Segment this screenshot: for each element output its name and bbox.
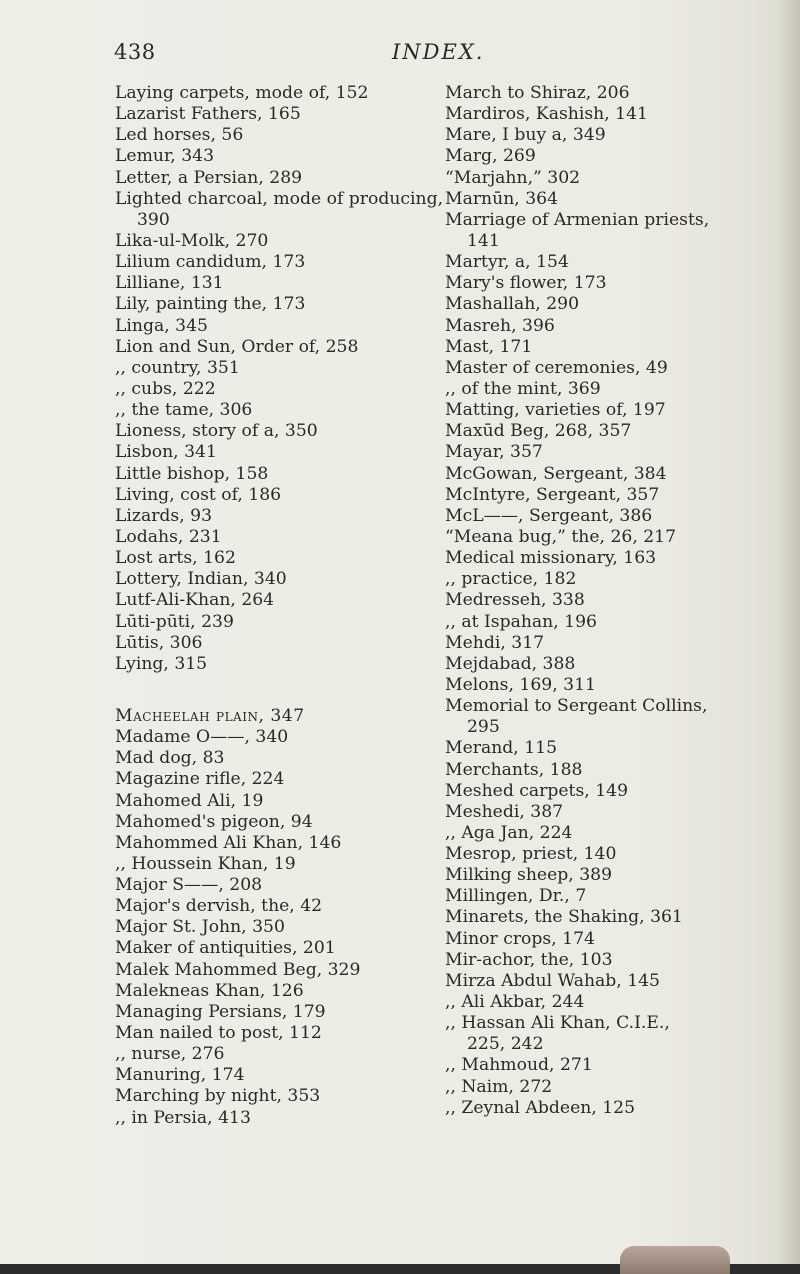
index-column-right (445, 83, 710, 1119)
index-entry: Mir-achor, the, 103 (445, 949, 613, 970)
index-entry: Mary's flower, 173 (445, 273, 607, 294)
index-entry: Managing Persians, 179 (115, 1001, 326, 1022)
index-entry: Lizards, 93 (115, 505, 213, 526)
index-entry: Led horses, 56 (115, 125, 244, 146)
index-entry: Malek Mahommed Beg, 329 (115, 959, 361, 980)
index-entry: Mesrop, priest, 140 (445, 844, 617, 865)
index-entry: Memorial to Sergeant Collins, (445, 696, 708, 717)
index-subentry: ,, cubs, 222 (115, 378, 216, 399)
index-entry: Mahomed Ali, 19 (115, 790, 264, 811)
index-subentry: ,, country, 351 (115, 357, 240, 378)
index-entry-continuation: 295 (467, 717, 500, 738)
index-subentry: ,, Naim, 272 (445, 1076, 553, 1097)
index-entry: Melons, 169, 311 (445, 674, 596, 695)
index-subentry: ,, in Persia, 413 (115, 1107, 251, 1128)
index-entry: Man nailed to post, 112 (115, 1023, 322, 1044)
index-entry: Millingen, Dr., 7 (445, 886, 587, 907)
index-entry: Lūtis, 306 (115, 632, 203, 653)
index-entry: Lisbon, 341 (115, 442, 217, 463)
index-entry: Maker of antiquities, 201 (115, 938, 336, 959)
index-entry: Mad dog, 83 (115, 748, 225, 769)
section-gap (115, 675, 373, 706)
index-entry: McIntyre, Sergeant, 357 (445, 484, 660, 505)
index-entry: Medical missionary, 163 (445, 548, 657, 569)
index-entry: “Meana bug,” the, 26, 217 (445, 526, 677, 547)
index-entry: Meshed carpets, 149 (445, 780, 629, 801)
index-subentry: ,, practice, 182 (445, 569, 577, 590)
scan-bottom-edge (0, 1264, 800, 1274)
index-entry: Major S——, 208 (115, 875, 263, 896)
index-entry: Lazarist Fathers, 165 (115, 104, 301, 125)
index-subentry: ,, at Ispahan, 196 (445, 611, 597, 632)
index-entry: Martyr, a, 154 (445, 252, 569, 273)
index-entry: Mirza Abdul Wahab, 145 (445, 970, 660, 991)
index-column-left (115, 83, 444, 1129)
index-entry: Lūti-pūti, 239 (115, 611, 234, 632)
index-entry: Mast, 171 (445, 336, 533, 357)
index-entry: Mahomed's pigeon, 94 (115, 811, 313, 832)
index-entry: Lion and Sun, Order of, 258 (115, 336, 359, 357)
index-subentry: ,, Aga Jan, 224 (445, 822, 573, 843)
index-entry: “Marjahn,” 302 (445, 167, 581, 188)
index-entry: Magazine rifle, 224 (115, 769, 285, 790)
index-entry: Lilliane, 131 (115, 273, 224, 294)
index-entry: Marnūn, 364 (445, 188, 559, 209)
index-entry: Little bishop, 158 (115, 463, 269, 484)
index-entry: Minor crops, 174 (445, 928, 595, 949)
index-entry: Lost arts, 162 (115, 548, 236, 569)
index-entry: Mare, I buy a, 349 (445, 125, 606, 146)
index-subentry: ,, the tame, 306 (115, 400, 253, 421)
index-entry: Merand, 115 (445, 738, 558, 759)
index-entry: March to Shiraz, 206 (445, 83, 630, 103)
index-entry-continuation: 390 (137, 209, 170, 230)
index-entry: Matting, varieties of, 197 (445, 400, 666, 421)
index-entry: Merchants, 188 (445, 759, 583, 780)
index-entry: Linga, 345 (115, 315, 208, 336)
index-subentry: ,, Zeynal Abdeen, 125 (445, 1097, 636, 1118)
index-entry: Meshedi, 387 (445, 801, 564, 822)
index-entry: Mejdabad, 388 (445, 653, 576, 674)
index-entry-continuation: 141 (467, 230, 500, 251)
index-entry: Medresseh, 338 (445, 590, 585, 611)
index-subentry: ,, Ali Akbar, 244 (445, 992, 585, 1013)
index-entry: Masreh, 396 (445, 315, 555, 336)
index-entry: Minarets, the Shaking, 361 (445, 907, 683, 928)
index-entry: Milking sheep, 389 (445, 865, 613, 886)
index-entry: Lily, painting the, 173 (115, 294, 306, 315)
index-entry: Lottery, Indian, 340 (115, 569, 287, 590)
index-entry: McL——, Sergeant, 386 (445, 505, 653, 526)
index-entry: Marching by night, 353 (115, 1086, 321, 1107)
index-entry: Living, cost of, 186 (115, 484, 282, 505)
index-entry: Lighted charcoal, mode of producing, (115, 188, 444, 209)
index-entry: Malekneas Khan, 126 (115, 980, 304, 1001)
page-number: 438 (114, 40, 156, 64)
index-entry: Major's dervish, the, 42 (115, 896, 323, 917)
index-entry: Marg, 269 (445, 146, 536, 167)
index-subentry: ,, Houssein Khan, 19 (115, 853, 296, 874)
index-entry: Master of ceremonies, 49 (445, 357, 668, 378)
index-entry: Laying carpets, mode of, 152 (115, 83, 369, 103)
index-subentry: ,, of the mint, 369 (445, 378, 601, 399)
page-header (0, 40, 800, 70)
index-subentry: ,, Hassan Ali Khan, C.I.E., (445, 1013, 670, 1034)
index-entry: Lodahs, 231 (115, 526, 222, 547)
index-entry: Lioness, story of a, 350 (115, 421, 318, 442)
index-entry: Manuring, 174 (115, 1065, 245, 1086)
index-entry: McGowan, Sergeant, 384 (445, 463, 667, 484)
page-edge-shadow (778, 0, 800, 1274)
index-entry: Mahommed Ali Khan, 146 (115, 832, 342, 853)
index-entry: Mayar, 357 (445, 442, 543, 463)
running-title: INDEX. (392, 40, 485, 64)
index-entry: Lika-ul-Molk, 270 (115, 230, 269, 251)
index-entry: Lilium candidum, 173 (115, 252, 306, 273)
scanner-thumb (620, 1246, 730, 1274)
index-entry: Lemur, 343 (115, 146, 215, 167)
index-subentry: ,, Mahmoud, 271 (445, 1055, 593, 1076)
index-entry: Lutf-Ali-Khan, 264 (115, 590, 275, 611)
index-entry: Marriage of Armenian priests, (445, 209, 710, 230)
index-entry: Maxūd Beg, 268, 357 (445, 421, 632, 442)
index-entry: Mehdi, 317 (445, 632, 545, 653)
index-subentry: ,, nurse, 276 (115, 1044, 225, 1065)
index-entry: Major St. John, 350 (115, 917, 285, 938)
index-entry-continuation: 225, 242 (467, 1034, 544, 1055)
index-entry: Lying, 315 (115, 653, 208, 674)
index-entry: Letter, a Persian, 289 (115, 167, 303, 188)
index-entry: Madame O——, 340 (115, 727, 289, 748)
index-entry-section-start: Macheelah plain, 347 (115, 705, 305, 726)
index-entry: Mashallah, 290 (445, 294, 580, 315)
index-entry: Mardiros, Kashish, 141 (445, 104, 648, 125)
